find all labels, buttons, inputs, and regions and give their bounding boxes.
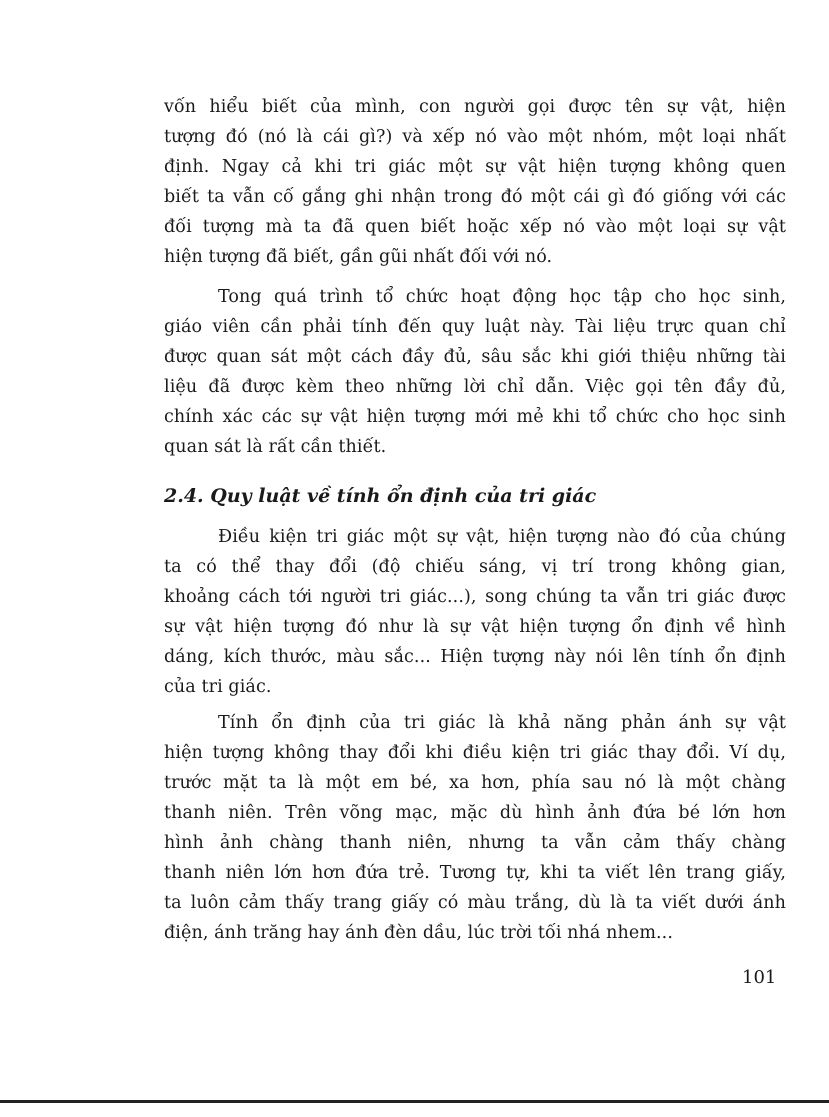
paragraph-stability [164, 708, 786, 948]
text-line: hình ảnh chàng thanh niên, nhưng ta vẫn cảm thấy chàng [164, 833, 786, 853]
text-line: định. Ngay cả khi tri giác một sự vật hiện tượng không quen [164, 157, 786, 177]
bottom-divider [0, 1100, 829, 1103]
text-line: của tri giác. [164, 677, 272, 697]
paragraph-teaching [164, 282, 786, 462]
text-line: khoảng cách tới người tri giác...), song chúng ta vẫn tri giác được [164, 587, 786, 607]
text-line: điện, ánh trăng hay ánh đèn dầu, lúc trời tối nhá nhem... [164, 923, 674, 943]
text-line: Tong quá trình tổ chức hoạt động học tập cho học sinh, [218, 287, 786, 307]
text-line: hiện tượng đã biết, gần gũi nhất đối với nó. [164, 247, 553, 267]
page-number: 101 [742, 967, 777, 988]
text-line: dáng, kích thước, màu sắc... Hiện tượng này nói lên tính ổn định [164, 647, 786, 667]
text-line: thanh niên lớn hơn đứa trẻ. Tương tự, khi ta viết lên trang giấy, [164, 863, 786, 883]
text-line: giáo viên cần phải tính đến quy luật này. Tài liệu trực quan chỉ [164, 317, 786, 337]
section-heading: 2.4. Quy luật về tính ổn định của tri giác [164, 485, 597, 507]
text-line: sự vật hiện tượng đó như là sự vật hiện tượng ổn định về hình [164, 617, 786, 637]
paragraph-continued [164, 92, 786, 272]
text-line: đối tượng mà ta đã quen biết hoặc xếp nó vào một loại sự vật [164, 217, 786, 237]
text-line: biết ta vẫn cố gắng ghi nhận trong đó một cái gì đó giống với các [164, 187, 786, 207]
text-line: quan sát là rất cần thiết. [164, 437, 387, 457]
text-line: Tính ổn định của tri giác là khả năng phản ánh sự vật [218, 713, 786, 733]
text-line: được quan sát một cách đầy đủ, sâu sắc khi giới thiệu những tài [164, 347, 786, 367]
text-line: trước mặt ta là một em bé, xa hơn, phía sau nó là một chàng [164, 773, 786, 793]
text-line: hiện tượng không thay đổi khi điều kiện tri giác thay đổi. Ví dụ, [164, 743, 786, 763]
text-line: ta luôn cảm thấy trang giấy có màu trắng, dù là ta viết dưới ánh [164, 893, 786, 913]
text-line: tượng đó (nó là cái gì?) và xếp nó vào một nhóm, một loại nhất [164, 127, 786, 147]
text-line: Điều kiện tri giác một sự vật, hiện tượng nào đó của chúng [218, 527, 786, 547]
text-line: ta có thể thay đổi (độ chiếu sáng, vị trí trong không gian, [164, 557, 786, 577]
text-line: liệu đã được kèm theo những lời chỉ dẫn. Việc gọi tên đầy đủ, [164, 377, 786, 397]
text-line: thanh niên. Trên võng mạc, mặc dù hình ảnh đứa bé lớn hơn [164, 803, 786, 823]
text-line: vốn hiểu biết của mình, con người gọi được tên sự vật, hiện [164, 97, 786, 117]
text-line: chính xác các sự vật hiện tượng mới mẻ khi tổ chức cho học sinh [164, 407, 786, 427]
paragraph-conditions [164, 522, 786, 702]
